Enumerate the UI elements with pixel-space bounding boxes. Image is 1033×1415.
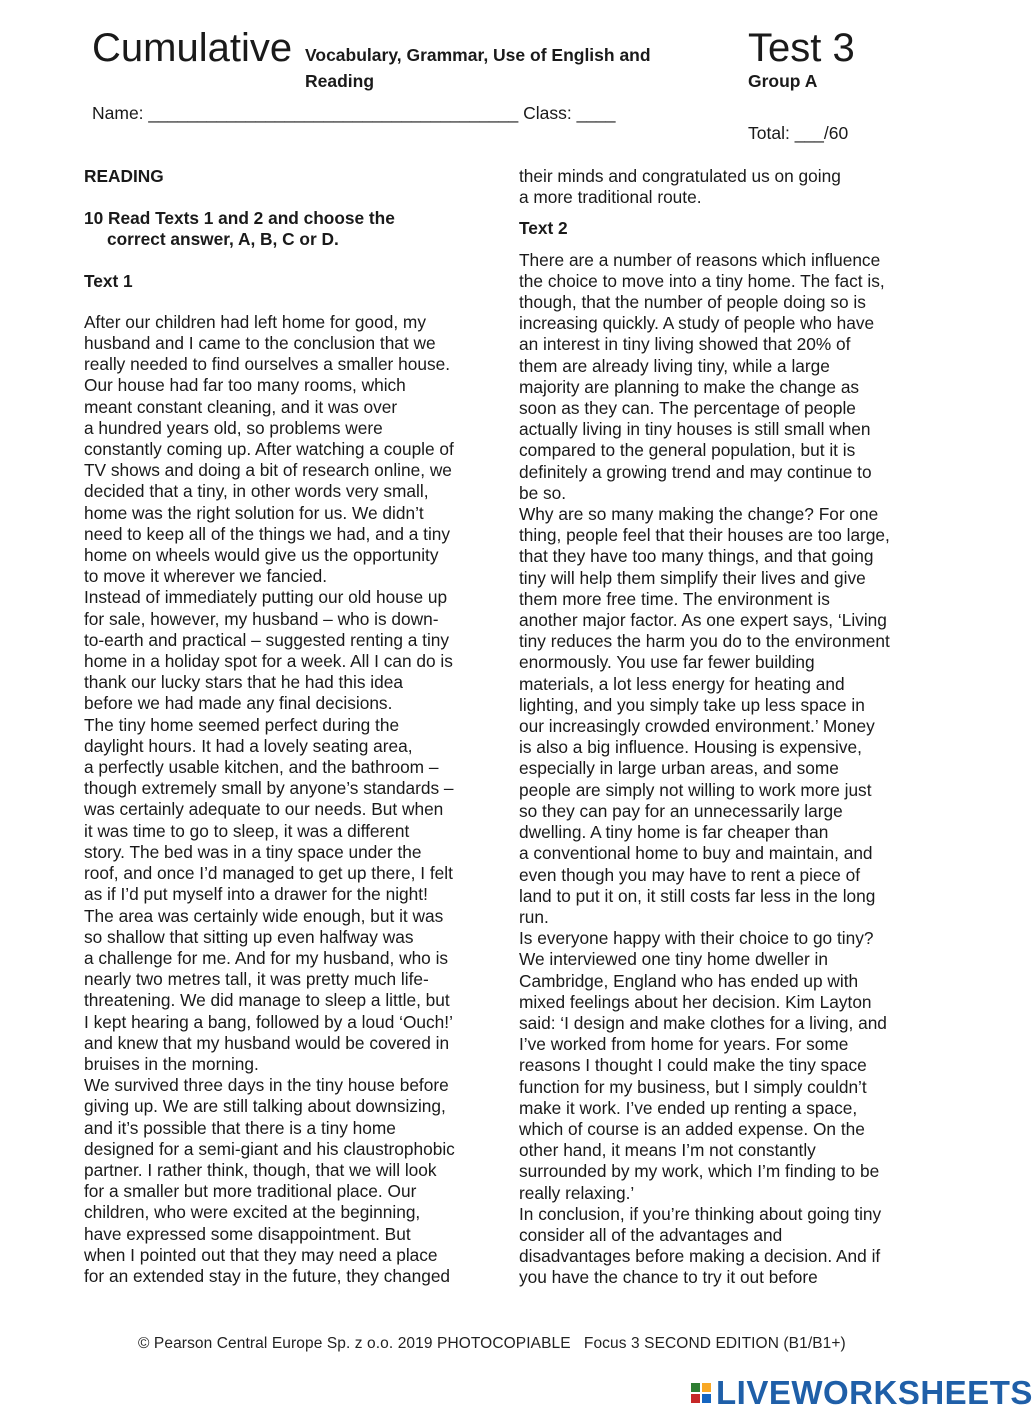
text2-line: an interest in tiny living showed that 20% of [519, 334, 851, 355]
text1-line: for sale, however, my husband – who is down- [84, 608, 439, 629]
total-score[interactable]: Total: ___/60 [748, 123, 849, 143]
text2-line: I’ve worked from home for years. For some [519, 1034, 849, 1055]
text1-line: and it’s possible that there is a tiny home [84, 1117, 396, 1138]
task-instruction-line1: 10 Read Texts 1 and 2 and choose the [84, 208, 395, 229]
group-label: Group A [748, 71, 818, 91]
text1-line: to move it wherever we fancied. [84, 566, 328, 587]
text2-line: our increasingly crowded environment.’ Money [519, 716, 875, 737]
text1-line: partner. I rather think, though, that we will look [84, 1159, 437, 1180]
text2-line: We interviewed one tiny home dweller in [519, 949, 828, 970]
text2-line: said: ‘I design and make clothes for a living, and [519, 1012, 887, 1033]
text2-line: There are a number of reasons which influence [519, 249, 881, 270]
text1-line: Our house had far too many rooms, which [84, 375, 406, 396]
text2-line: thing, people feel that their houses are too large, [519, 525, 890, 546]
text1-line: so shallow that sitting up even halfway was [84, 926, 414, 947]
text1-line: After our children had left home for good, my [84, 311, 426, 332]
text1-line: home was the right solution for us. We didn’t [84, 502, 424, 523]
text2-line: is also a big influence. Housing is expensive, [519, 737, 862, 758]
text2-line: them more free time. The environment is [519, 588, 830, 609]
right-column [519, 166, 929, 1289]
text1-line: children, who were excited at the beginning, [84, 1202, 421, 1223]
text2-heading: Text 2 [519, 218, 568, 239]
text2-line: function for my business, but I simply couldn’t [519, 1076, 867, 1097]
subtitle-line2: Reading [305, 71, 375, 91]
text2-line: them are already living tiny, while a large [519, 355, 830, 376]
text1-line: as if I’d put myself into a drawer for the night! [84, 884, 428, 905]
text1-line: really needed to find ourselves a smaller house. [84, 354, 450, 375]
text1-line: a challenge for me. And for my husband, who is [84, 947, 449, 968]
left-column [84, 166, 494, 1287]
text1-line: need to keep all of the things we had, and a tiny [84, 523, 451, 544]
text1-line: home on wheels would give us the opportunity [84, 545, 439, 566]
text1-line: a hundred years old, so problems were [84, 417, 383, 438]
text2-line: especially in large urban areas, and some [519, 758, 839, 779]
task-instruction-line2: correct answer, A, B, C or D. [107, 229, 339, 250]
text2-line: the choice to move into a tiny home. The fact is, [519, 270, 885, 291]
text2-line: which of course is an added expense. On the [519, 1118, 865, 1139]
text1-line: have expressed some disappointment. But [84, 1223, 411, 1244]
text2-line: disadvantages before making a decision. And if [519, 1246, 881, 1267]
text2-line: be so. [519, 482, 567, 503]
text1-line: The tiny home seemed perfect during the [84, 714, 400, 735]
text2-line: make it work. I’ve ended up renting a space, [519, 1097, 858, 1118]
text1-line: before we had made any final decisions. [84, 693, 393, 714]
text2-line: run. [519, 906, 549, 927]
text1-line: meant constant cleaning, and it was over [84, 396, 398, 417]
text1-body [84, 312, 494, 1287]
text1-line: thank our lucky stars that he had this idea [84, 672, 403, 693]
text2-body [519, 250, 929, 1289]
text1-line: for a smaller but more traditional place. Our [84, 1181, 417, 1202]
text1-line: nearly two metres tall, it was pretty much life- [84, 969, 429, 990]
text2-line: materials, a lot less energy for heating and [519, 673, 845, 694]
text2-line: dwelling. A tiny home is far cheaper than [519, 822, 829, 843]
logo-grid-icon [690, 1382, 712, 1404]
text2-line: another major factor. As one expert says, ‘Living [519, 610, 887, 631]
text2-line: compared to the general population, but it is [519, 440, 856, 461]
text2-line: Why are so many making the change? For one [519, 504, 879, 525]
text2-line: reasons I thought I could make the tiny space [519, 1055, 867, 1076]
text2-line: you have the chance to try it out before [519, 1267, 818, 1288]
text1-line: a perfectly usable kitchen, and the bathroom – [84, 757, 439, 778]
text1-line: I kept hearing a bang, followed by a loud ‘Ouch!’ [84, 1011, 453, 1032]
text2-line: people are simply not willing to work more just [519, 779, 872, 800]
logo-text: LIVEWORKSHEETS [716, 1374, 1033, 1411]
text1-line: daylight hours. It had a lovely seating area, [84, 735, 413, 756]
text1-line: constantly coming up. After watching a couple of [84, 439, 454, 460]
text2-line: a conventional home to buy and maintain, and [519, 843, 873, 864]
text2-line: though, that the number of people doing so is [519, 292, 866, 313]
text1-line: roof, and once I’d managed to get up there, I felt [84, 863, 453, 884]
text2-line: increasing quickly. A study of people who have [519, 313, 875, 334]
text2-line: other hand, it means I’m not constantly [519, 1140, 816, 1161]
text2-line: lighting, and you simply take up less space in [519, 694, 865, 715]
text1-line: TV shows and doing a bit of research online, we [84, 460, 452, 481]
text2-line: surrounded by my work, which I’m finding to be [519, 1161, 880, 1182]
text1-line: designed for a semi-giant and his claustrophobic [84, 1138, 455, 1159]
text2-line: definitely a growing trend and may continue to [519, 461, 872, 482]
text1-line: giving up. We are still talking about downsizing, [84, 1096, 446, 1117]
text2-line: Is everyone happy with their choice to go tiny? [519, 928, 874, 949]
text1-line: threatening. We did manage to sleep a little, but [84, 990, 450, 1011]
text2-line: tiny reduces the harm you do to the environment [519, 631, 890, 652]
text2-line: mixed feelings about her decision. Kim Layton [519, 991, 872, 1012]
text1-line: was certainly adequate to our needs. But when [84, 799, 444, 820]
text2-line: tiny will help them simplify their lives and give [519, 567, 866, 588]
text1-line: when I pointed out that they may need a place [84, 1244, 438, 1265]
text1-line: and knew that my husband would be covered in [84, 1032, 450, 1053]
section-heading: READING [84, 166, 164, 186]
text1-line: to-earth and practical – suggested renting a tiny [84, 629, 450, 650]
text2-line: really relaxing.’ [519, 1182, 635, 1203]
text1-continued [519, 166, 929, 208]
text1_continued-line: their minds and congratulated us on going [519, 166, 841, 186]
text2-line: consider all of the advantages and [519, 1224, 783, 1245]
text2-line: Cambridge, England who has ended up with [519, 970, 859, 991]
text2-line: so they can pay for an unnecessarily large [519, 800, 843, 821]
text1-heading: Text 1 [84, 270, 133, 291]
text2-line: soon as they can. The percentage of people [519, 398, 856, 419]
text1-line: home in a holiday spot for a week. All I can do is [84, 651, 453, 672]
test-title: Test 3 [748, 26, 855, 70]
text1-line: story. The bed was in a tiny space under the [84, 841, 422, 862]
text2-line: In conclusion, if you’re thinking about going tiny [519, 1203, 882, 1224]
text1-line: The area was certainly wide enough, but it was [84, 905, 444, 926]
text1-line: it was time to go to sleep, it was a different [84, 820, 410, 841]
text2-line: even though you may have to rent a piece of [519, 864, 861, 885]
name-class-line[interactable]: Name: ______________________________________ Class: ____ [92, 103, 616, 123]
text2-line: that they have too many things, and that going [519, 546, 874, 567]
text2-line: majority are planning to make the change as [519, 376, 860, 397]
text1-line: for an extended stay in the future, they changed [84, 1265, 451, 1286]
text2-line: enormously. You use far fewer building [519, 652, 815, 673]
cumulative-title: Cumulative [92, 26, 293, 70]
text1-line: decided that a tiny, in other words very small, [84, 481, 429, 502]
liveworksheets-logo[interactable] [690, 1374, 1033, 1412]
text1-line: bruises in the morning. [84, 1053, 259, 1074]
text1-line: husband and I came to the conclusion that we [84, 333, 436, 354]
text2-line: land to put it on, it still costs far less in the long [519, 885, 876, 906]
subtitle-line1: Vocabulary, Grammar, Use of English and [305, 45, 651, 65]
copyright-footer: © Pearson Central Europe Sp. z o.o. 2019 PHOTOCOPIABLE Focus 3 SECOND EDITION (B1/B1+) [138, 1335, 846, 1352]
text1-line: We survived three days in the tiny house before [84, 1075, 449, 1096]
text1_continued-line: a more traditional route. [519, 187, 702, 208]
text2-line: actually living in tiny houses is still small when [519, 419, 871, 440]
text1-line: Instead of immediately putting our old house up [84, 587, 448, 608]
text1-line: though extremely small by anyone’s standards – [84, 778, 454, 799]
